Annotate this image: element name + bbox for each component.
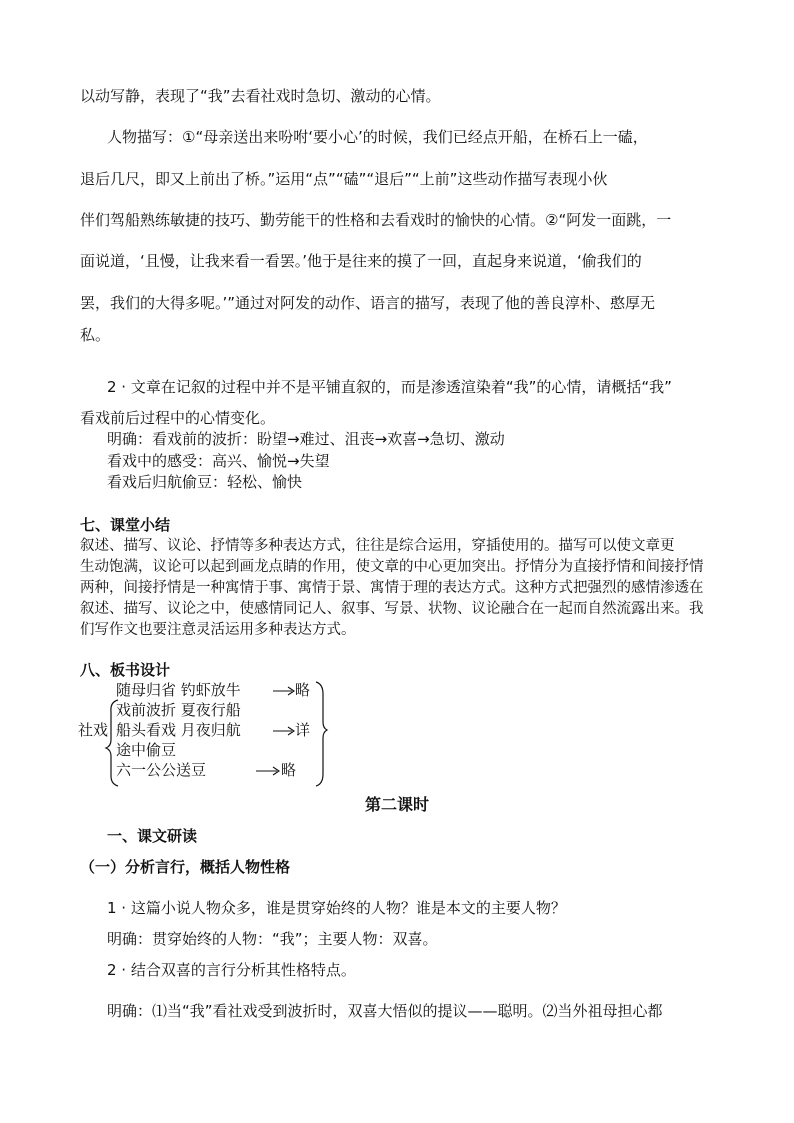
summary-line: 叙述、描写、议论之中，使感情同记人、叙事、写景、状物、议论融合在一起而自然流露出来。我 [80, 601, 704, 617]
paragraph-line: 明确：贯穿始终的人物：“我”；主要人物：双喜。 [107, 930, 438, 948]
section-heading: 八、板书设计 [80, 661, 171, 679]
board-mark: 略 [281, 761, 297, 779]
paragraph-line: 以动写静，表现了“我”去看社戏时急切、激动的心情。 [80, 87, 441, 105]
section-heading: 七、课堂小结 [80, 516, 171, 534]
paragraph-line: 人物描写：①“母亲送出来吩咐‘要小心’的时候，我们已经点开船，在桥石上一磕， [107, 128, 648, 146]
board-row: 戏前波折 夏夜行船 [116, 701, 241, 719]
arrow-icon [273, 727, 294, 735]
left-brace [106, 700, 118, 786]
board-row: 随母归省 钓虾放牛 [116, 681, 241, 699]
paragraph-line: 1 · 这篇小说人物众多，谁是贯穿始终的人物？谁是本文的主要人物？ [107, 899, 566, 917]
section-heading: 一、课文研读 [107, 827, 198, 845]
right-brace [316, 682, 327, 786]
paragraph-line: 看戏后归航偷豆：轻松、愉快 [107, 473, 303, 491]
arrow-icon [273, 687, 294, 695]
paragraph-line: 看戏前后过程中的心情变化。 [80, 409, 276, 427]
summary-line: 叙述、描写、议论、抒情等多种表达方式，往往是综合运用，穿插使用的。描写可以使文章更 [80, 538, 675, 554]
paragraph-line: 明确：⑴当“我”看社戏受到波折时，双喜大悟似的提议——聪明。⑵当外祖母担心都 [107, 1002, 663, 1020]
paragraph-line: 看戏中的感受：高兴、愉悦→失望 [107, 452, 330, 470]
subsection-heading: （一）分析言行，概括人物性格 [80, 858, 291, 876]
paragraph-line: 2 · 结合双喜的言行分析其性格特点。 [107, 961, 356, 979]
board-row: 途中偷豆 [116, 741, 177, 759]
summary-line: 两种，间接抒情是一种寓情于事、寓情于景、寓情于理的表达方式。这种方式把强烈的感情渗透在 [80, 580, 704, 596]
board-mark: 略 [295, 681, 311, 699]
paragraph-line: 退后几尺，即又上前出了桥。”运用“点”“磕”“退后”“上前”这些动作描写表现小伙 [80, 170, 608, 188]
summary-line: 们写作文也要注意灵活运用多种表达方式。 [80, 622, 356, 638]
paragraph-line: 私。 [80, 326, 111, 344]
paragraph-line: 面说道，‘且慢，让我来看一看罢。’他于是往来的摸了一回，直起身来说道，‘偷我们的 [80, 252, 642, 270]
paragraph-line: 伴们驾船熟练敏捷的技巧、勤劳能干的性格和去看戏时的愉快的心情。②“阿发一面跳，一 [80, 211, 672, 229]
lesson-title: 第二课时 [364, 795, 429, 814]
paragraph-line: 2 · 文章在记叙的过程中并不是平铺直叙的，而是渗透渲染着“我”的心情，请概括“我” [107, 378, 672, 396]
arrow-icon [256, 767, 279, 775]
paragraph-line: 明确：看戏前的波折：盼望→难过、沮丧→欢喜→急切、激动 [107, 430, 505, 448]
paragraph-line: 罢，我们的大得多呢。’”通过对阿发的动作、语言的描写，表现了他的善良淳朴、憨厚无 [80, 294, 656, 312]
board-row: 船头看戏 月夜归航 [116, 721, 241, 739]
summary-line: 生动饱满，议论可以起到画龙点睛的作用，使文章的中心更加突出。抒情分为直接抒情和间接抒情 [80, 559, 704, 575]
board-mark: 详 [295, 721, 311, 739]
board-row: 六一公公送豆 [116, 761, 207, 779]
board-root: 社戏 [78, 721, 109, 739]
